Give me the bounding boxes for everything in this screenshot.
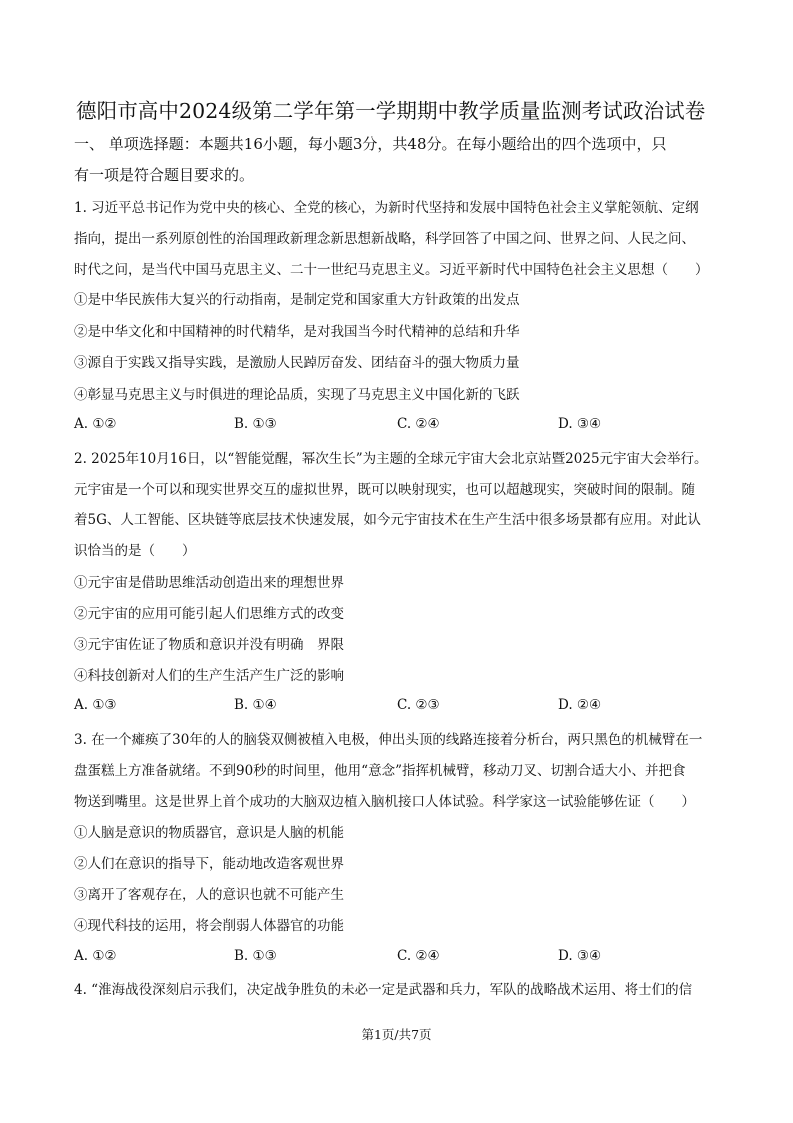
q1-option-c: C. ②④: [397, 416, 440, 432]
q2-statement: ③元宇宙佐证了物质和意识并没有明确 界限: [74, 637, 344, 653]
section-heading-cont: 有一项是符合题目要求的。: [74, 166, 255, 184]
q3-option-c: C. ②④: [397, 948, 440, 964]
q3-statement: ①人脑是意识的物质器官，意识是人脑的机能: [74, 825, 344, 841]
q4-stem-line: 4. “淮海战役深刻启示我们，决定战争胜负的未必一定是武器和兵力，军队的战略战术运用、将士们的信: [74, 982, 693, 998]
q2-stem-line: 识恰当的是（ ）: [74, 543, 196, 559]
q2-statement: ④科技创新对人们的生产生活产生广泛的影响: [74, 668, 344, 684]
section-heading: 一、 单项选择题：本题共16小题，每小题3分，共48分。在每小题给出的四个选项中，只: [74, 135, 667, 153]
q3-option-b: B. ①③: [234, 948, 277, 964]
page-number: 第1页/共7页: [361, 1027, 432, 1042]
q2-option-b: B. ①④: [234, 697, 277, 713]
q2-option-d: D. ②④: [558, 697, 602, 713]
q3-options: [74, 948, 744, 968]
q3-option-d: D. ③④: [558, 948, 602, 964]
q1-statement: ②是中华文化和中国精神的时代精华，是对我国当今时代精神的总结和升华: [74, 324, 520, 340]
q3-statement: ④现代科技的运用，将会削弱人体器官的功能: [74, 918, 344, 934]
q2-statement: ①元宇宙是借助思维活动创造出来的理想世界: [74, 575, 344, 591]
q1-stem-line: 指向，提出一系列原创性的治国理政新理念新思想新战略，科学回答了中国之问、世界之问、人民之问、: [74, 231, 695, 247]
q2-stem-line: 2. 2025年10月16日，以“智能觉醒，幂次生长”为主题的全球元宇宙大会北京站暨2025元宇宙大会举行。: [74, 451, 708, 467]
q3-stem-line: 盘蛋糕上方准备就绪。不到90秒的时间里，他用“意念”指挥机械臂，移动刀叉、切割合适大小、并把食: [74, 763, 686, 779]
q2-option-a: A. ①③: [74, 697, 117, 713]
q3-stem-line: 物送到嘴里。这是世界上首个成功的大脑双边植入脑机接口人体试验。科学家这一试验能够佐证（ ）: [74, 794, 695, 810]
q2-stem-line: 元宇宙是一个可以和现实世界交互的虚拟世界，既可以映射现实，也可以超越现实，突破时间的限制。随: [74, 482, 695, 498]
q1-stem-line: 1. 习近平总书记作为党中央的核心、全党的核心，为新时代坚持和发展中国特色社会主义掌舵领航、定纲: [74, 200, 699, 216]
q1-option-b: B. ①③: [234, 416, 277, 432]
q3-stem-line: 3. 在一个瘫痪了30年的人的脑袋双侧被植入电极，伸出头顶的线路连接着分析台，两只黑色的机械臂在一: [74, 732, 703, 748]
q1-statement: ③源自于实践又指导实践，是激励人民踔厉奋发、团结奋斗的强大物质力量: [74, 355, 520, 371]
q2-option-c: C. ②③: [397, 697, 440, 713]
q1-option-a: A. ①②: [74, 416, 117, 432]
q2-options: [74, 697, 744, 717]
q2-statement: ②元宇宙的应用可能引起人们思维方式的改变: [74, 606, 344, 622]
q1-statement: ④彰显马克思主义与时俱进的理论品质，实现了马克思主义中国化新的飞跃: [74, 387, 520, 403]
q1-stem-line: 时代之问，是当代中国马克思主义、二十一世纪马克思主义。习近平新时代中国特色社会主义思想（ ）: [74, 262, 709, 278]
q3-statement: ②人们在意识的指导下，能动地改造客观世界: [74, 856, 344, 872]
q1-options: [74, 416, 744, 436]
q1-statement: ①是中华民族伟大复兴的行动指南，是制定党和国家重大方针政策的出发点: [74, 292, 520, 308]
q1-option-d: D. ③④: [558, 416, 602, 432]
q3-option-a: A. ①②: [74, 948, 117, 964]
q2-stem-line: 着5G、人工智能、区块链等底层技术快速发展，如今元宇宙技术在生产生活中很多场景都有应用。对此认: [74, 512, 701, 528]
exam-title: 德阳市高中2024级第二学年第一学期期中教学质量监测考试政治试卷: [76, 99, 706, 123]
q3-statement: ③离开了客观存在，人的意识也就不可能产生: [74, 887, 344, 903]
